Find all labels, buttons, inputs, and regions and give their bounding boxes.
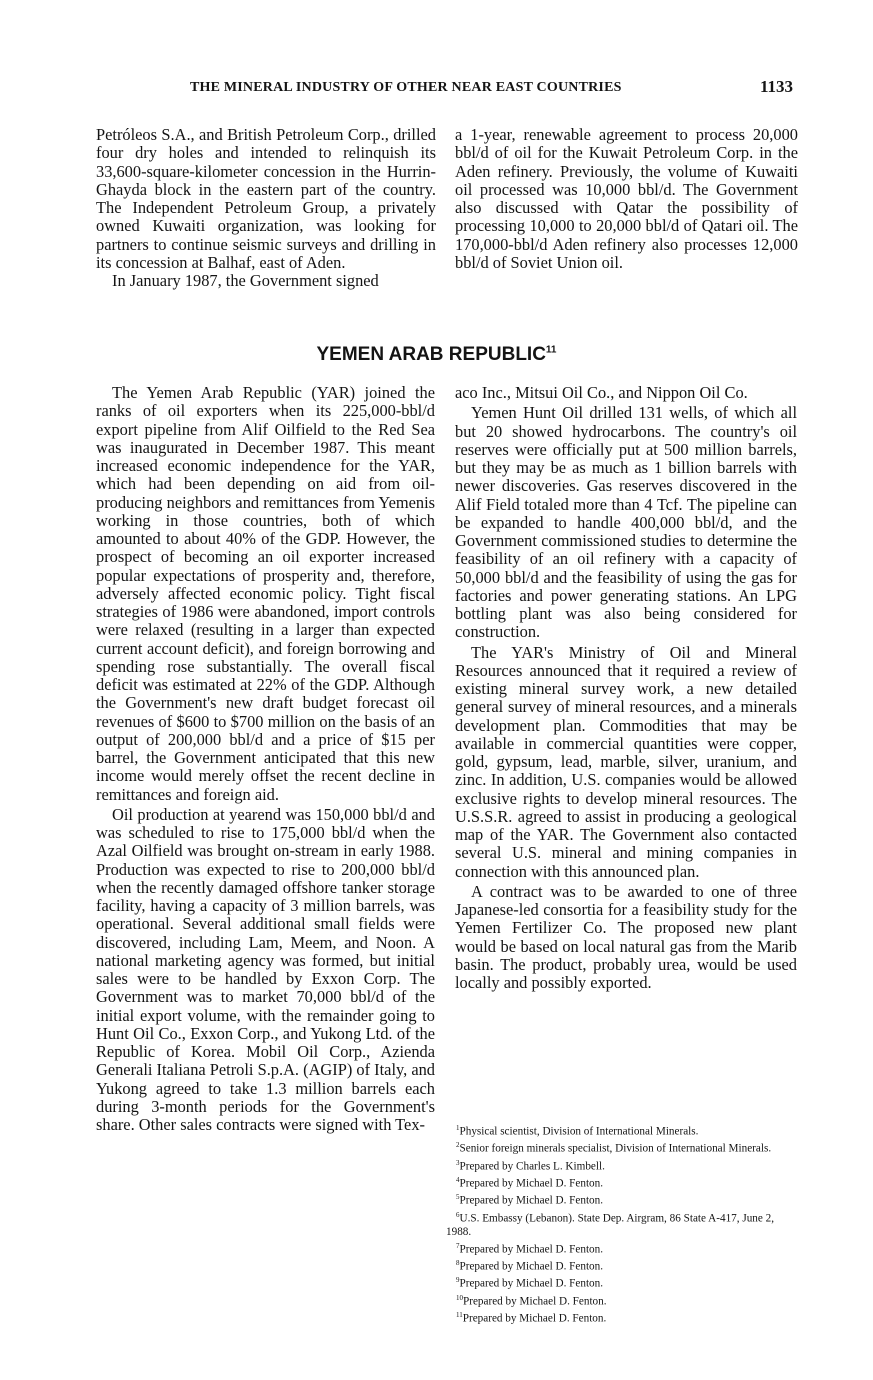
body-left-column — [96, 384, 435, 1134]
page-number: 1133 — [760, 77, 794, 96]
section-footnote-mark: 11 — [545, 344, 557, 356]
footnote: $^4$Prepared by Michael D. Fenton. — [456, 1175, 604, 1190]
running-title: THE MINERAL INDUSTRY OF OTHER NEAR EAST COUNTRIES — [190, 80, 622, 95]
paragraph: The Yemen Arab Republic (YAR) joined the ranks of oil exporters when its 225,000-bbl/d export pipeline from Alif Oilfield to the Red Sea was inaugurated in December 1987. This meant increased economic independence for the YAR, which had been depending on aid from oil-producing neighbors and remittances from Yemenis working in those countries, both of which amounted to about 40% of the GDP. However, the prospect of becoming an oil exporter increased popular expectations of prosperity and, therefore, adversely affected economic policy. Tight fiscal strategies of 1986 were abandoned, import controls were relaxed (resulting in a larger than expected current account deficit), and foreign borrowing and spending rose substantially. The overall fiscal deficit was estimated at 22% of the GDP. Although the Government's new draft budget forecast oil revenues of $600 to $700 million on the basis of an output of 200,000 bbl/d and a price of $15 per barrel, the Government anticipated that this new income would merely offset the recent decline in remittances and foreign aid. — [96, 383, 435, 804]
top-right-column — [455, 126, 798, 272]
paragraph: The YAR's Ministry of Oil and Mineral Resources announced that it required a review of existing mineral survey work, a new detailed general survey of mineral resources, and a minerals development plan. Commodities that may be available in commercial quantities were copper, gold, gypsum, lead, marble, silver, uranium, and zinc. In addition, U.S. companies would be allowed exclusive rights to develop mineral resources. The U.S.S.R. agreed to assist in producing a geological map of the YAR. The Government also contacted several U.S. mineral and mining companies in connection with this announced plan. — [455, 642, 797, 881]
footnote: $^2$Senior foreign minerals specialist, Division of International Minerals. — [456, 1141, 772, 1156]
paragraph: In January 1987, the Government signed — [112, 271, 379, 290]
top-left-column — [96, 126, 436, 290]
paragraph: aco Inc., Mitsui Oil Co., and Nippon Oil Co. — [455, 383, 748, 402]
paragraph: A contract was to be awarded to one of three Japanese-led consortia for a feasibility study for the Yemen Fertilizer Co. The proposed new plant would be based on local natural gas from the Marib basin. The product, probably urea, would be used locally and possibly exported. — [455, 881, 797, 992]
footnote: $^6$U.S. Embassy (Lebanon). State Dep. Airgram, 86 State A-417, June 2, 1988. — [446, 1210, 775, 1238]
footnote: $^3$Prepared by Charles L. Kimbell. — [456, 1158, 605, 1173]
footnotes — [446, 1122, 798, 1326]
footnote: $^{11}$Prepared by Michael D. Fenton. — [456, 1310, 607, 1325]
paragraph: a 1-year, renewable agreement to process 20,000 bbl/d of oil for the Kuwait Petroleum Corp. in the Aden refinery. Previously, the volume of Kuwaiti oil processed was 10,000 bbl/d. The Government also discussed with Qatar the possibility of processing 10,000 to 20,000 bbl/d of Qatari oil. The 170,000-bbl/d Aden refinery also processes 12,000 bbl/d of Soviet Union oil. — [455, 125, 798, 272]
paragraph: Petróleos S.A., and British Petroleum Corp., drilled four dry holes and intended to relinquish its 33,600-square-kilometer concession in the Hurrin-Ghayda block in the eastern part of the country. The Independent Petroleum Group, a privately owned Kuwaiti organization, was looking for partners to continue seismic surveys and drilling in its concession at Balhaf, east of Aden. — [96, 125, 436, 272]
footnote: $^8$Prepared by Michael D. Fenton. — [456, 1258, 604, 1273]
body-right-column — [455, 384, 797, 992]
footnote: $^{10}$Prepared by Michael D. Fenton. — [456, 1293, 607, 1308]
section-title-text: YEMEN ARAB REPUBLIC — [316, 344, 546, 365]
paragraph: Oil production at yearend was 150,000 bbl/d and was scheduled to rise to 175,000 bbl/d when the Azal Oilfield was brought on-stream in early 1988. Production was expected to rise to 200,000 bbl/d when the recently damaged offshore tanker storage facility, having a capacity of 3 million barrels, was operational. Several additional small fields were discovered, including Lam, Meem, and Noon. A national marketing agency was formed, but initial sales were to be handled by Exxon Corp. The Government was to market 70,000 bbl/d of the initial export volume, with the remainder going to Hunt Oil Co., Exxon Corp., and Yukong Ltd. of the Republic of Korea. Mobil Oil Corp., Azienda Generali Italiana Petroli S.p.A. (AGIP) of Italy, and Yukong agreed to take 1.3 million barrels each during 3-month periods for the Government's share. Other sales contracts were signed with Tex- — [96, 804, 435, 1134]
footnote: $^7$Prepared by Michael D. Fenton. — [456, 1241, 604, 1256]
footnote: $^1$Physical scientist, Division of International Minerals. — [456, 1124, 699, 1138]
paragraph: Yemen Hunt Oil drilled 131 wells, of which all but 20 showed hydrocarbons. The country's oil reserves were officially put at 500 million barrels, but they may be as much as 1 billion barrels with newer discoveries. Gas reserves discovered in the Alif Field totaled more than 4 Tcf. The pipeline can be expanded to handle 400,000 bbl/d, and the Government commissioned studies to determine the feasibility of an oil refinery with a capacity of 50,000 bbl/d and the feasibility of using the gas for factories and power generating stations. An LPG bottling plant was also being considered for construction. — [455, 403, 797, 642]
footnote: $^9$Prepared by Michael D. Fenton. — [456, 1276, 604, 1290]
section-title — [0, 344, 873, 366]
page-header — [0, 77, 873, 104]
footnote: $^5$Prepared by Michael D. Fenton. — [456, 1193, 604, 1208]
